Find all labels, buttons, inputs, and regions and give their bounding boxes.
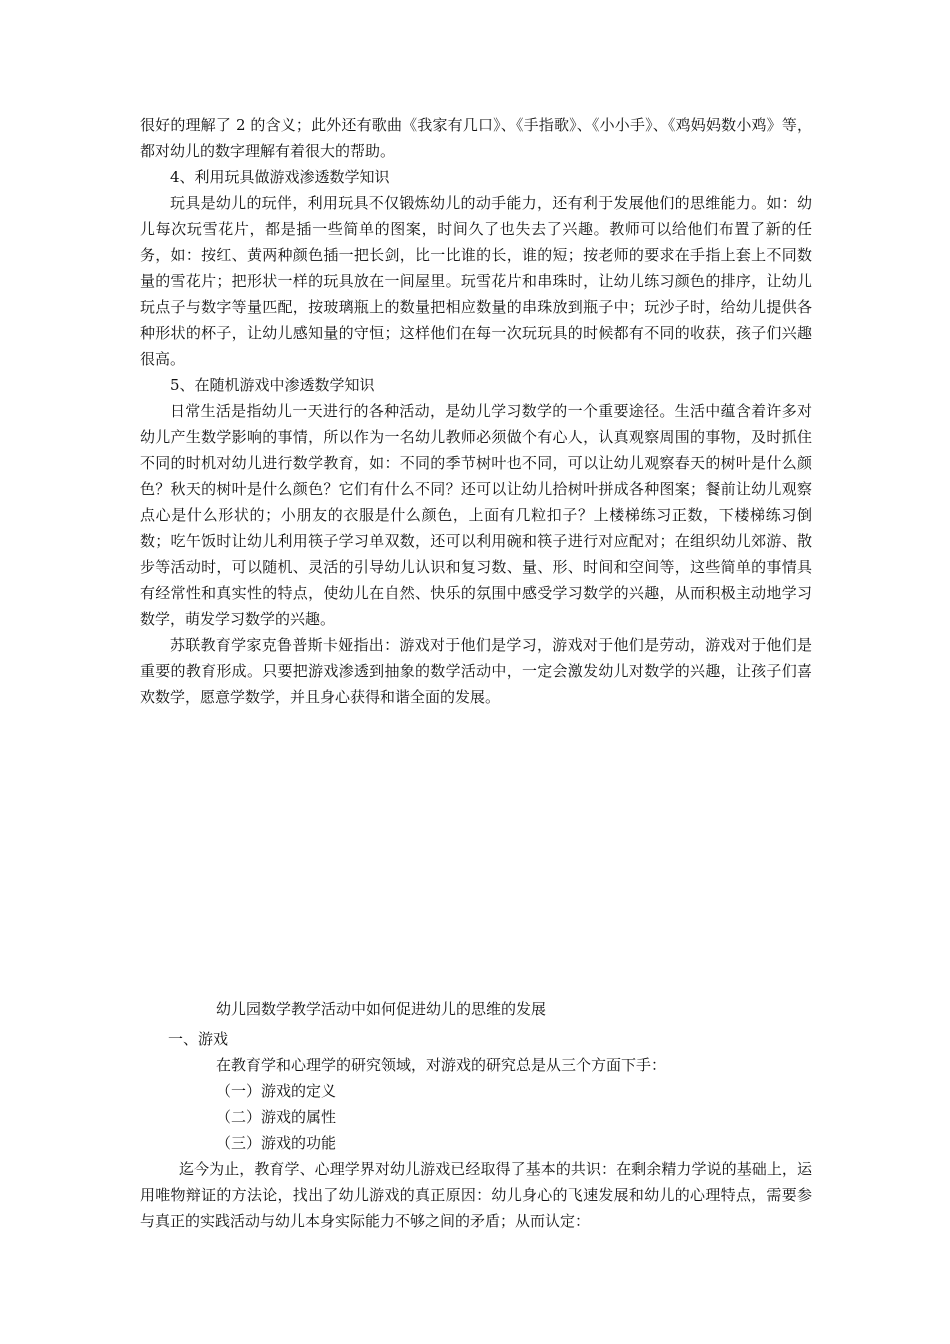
conclusion-paragraph: 迄今为止，教育学、心理学界对幼儿游戏已经取得了基本的共识：在剩余精力学说的基础上，运用唯物辩证的方法论，找出了幼儿游戏的真正原因：幼儿身心的飞速发展和幼儿的心理特点，需要参与真正的实践活动与幼儿本身实际能力不够之间的矛盾；从而认定：	[140, 1160, 812, 1230]
paragraph-toys: 玩具是幼儿的玩伴，利用玩具不仅锻炼幼儿的动手能力，还有利于发展他们的思维能力。如：幼儿每次玩雪花片，都是插一些简单的图案，时间久了也失去了兴趣。教师可以给他们布置了新的任务，如：按红、黄两种颜色插一把长剑，比一比谁的长，谁的短；按老师的要求在手指上套上不同数量的雪花片；把形状一样的玩具放在一间屋里。玩雪花片和串珠时，让幼儿练习颜色的排序，让幼儿玩点子与数字等量匹配，按玻璃瓶上的数量把相应数量的串珠放到瓶子中；玩沙子时，给幼儿提供各种形状的杯子，让幼儿感知量的守恒；这样他们在每一次玩玩具的时候都有不同的收获，孩子们兴趣很高。	[140, 194, 812, 368]
list-item: （二）游戏的属性	[216, 1108, 337, 1126]
paragraph-continued: 很好的理解了 2 的含义；此外还有歌曲《我家有几口》、《手指歌》、《小小手》、《鸡妈妈数小鸡》等，都对幼儿的数字理解有着很大的帮助。	[140, 116, 812, 160]
intro-paragraph: 在教育学和心理学的研究领域，对游戏的研究总是从三个方面下手：	[216, 1056, 667, 1074]
paragraph-daily-life: 日常生活是指幼儿一天进行的各种活动，是幼儿学习数学的一个重要途径。生活中蕴含着许多对幼儿产生数学影响的事情，所以作为一名幼儿教师必须做个有心人，认真观察周围的事物，及时抓住不同的时机对幼儿进行数学教育，如：不同的季节树叶也不同，可以让幼儿观察春天的树叶是什么颜色？秋天的树叶是什么颜色？它们有什么不同？还可以让幼儿拾树叶拼成各种图案；餐前让幼儿观察点心是什么形状的；小朋友的衣服是什么颜色，上面有几粒扣子？上楼梯练习正数，下楼梯练习倒数；吃午饭时让幼儿利用筷子学习单双数，还可以利用碗和筷子进行对应配对；在组织幼儿郊游、散步等活动时，可以随机、灵活的引导幼儿认识和复习数、量、形、时间和空间等，这些简单的事情具有经常性和真实性的特点，使幼儿在自然、快乐的氛围中感受学习数学的兴趣，从而积极主动地学习数学，萌发学习数学的兴趣。	[140, 402, 812, 628]
heading-4: 4、利用玩具做游戏渗透数学知识	[170, 168, 390, 186]
text-block-lower	[140, 996, 812, 1234]
list-item: （一）游戏的定义	[216, 1082, 337, 1100]
section-heading: 一、游戏	[168, 1030, 229, 1048]
heading-5: 5、在随机游戏中渗透数学知识	[170, 376, 375, 394]
document-title: 幼儿园数学教学活动中如何促进幼儿的思维的发展	[216, 1000, 547, 1018]
paragraph-quote: 苏联教育学家克鲁普斯卡娅指出：游戏对于他们是学习，游戏对于他们是劳动，游戏对于他们是重要的教育形成。只要把游戏渗透到抽象的数学活动中，一定会激发幼儿对数学的兴趣，让孩子们喜欢数学，愿意学数学，并且身心获得和谐全面的发展。	[140, 636, 812, 706]
text-block-upper	[140, 112, 812, 710]
list-item: （三）游戏的功能	[216, 1134, 337, 1152]
